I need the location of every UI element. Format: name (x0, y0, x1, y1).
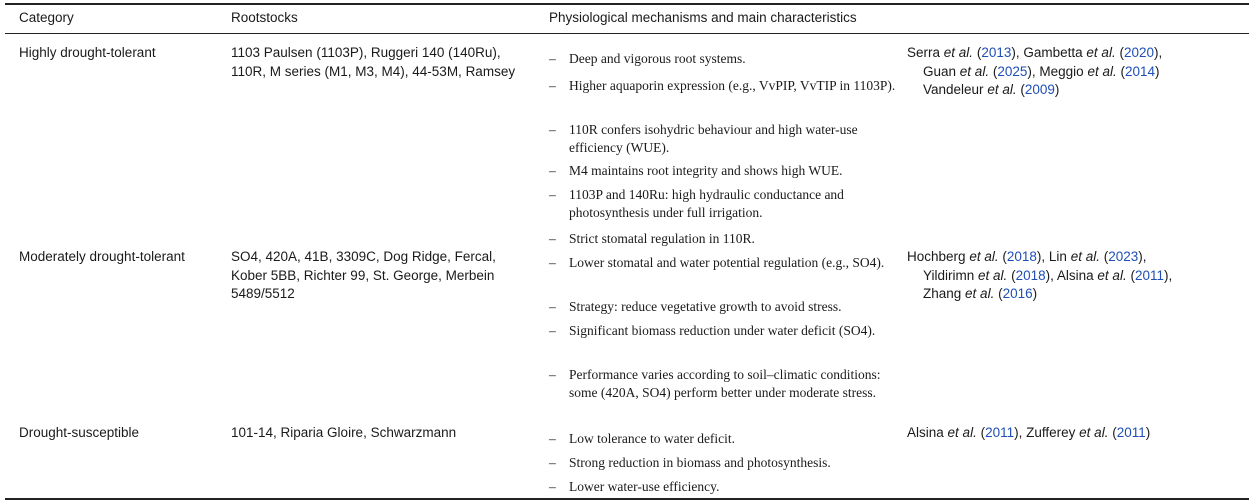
row-1-mechanism-6: – Strict stomatal regulation in 110R. (549, 231, 755, 246)
row-2-mechanism-4: – Performance varies according to soil–climatic conditions: some (420A, SO4) perform better under moderate stress. (549, 367, 881, 400)
bullet-dash: – (549, 479, 556, 494)
row-1-mechanism-4: – M4 maintains root integrity and shows high WUE. (549, 163, 843, 178)
table-bottom-rule (5, 498, 1249, 500)
row-2-references: Hochberg et al. (2018), Lin et al. (2023), Yildirimn et al. (2018), Alsina et al. (2011), Zhang et al. (2016) (907, 249, 1173, 301)
row-1-mechanism-1: – Deep and vigorous root systems. (549, 51, 746, 66)
ref-year-link[interactable]: 2011 (985, 425, 1015, 440)
row-3-mechanism-1: – Low tolerance to water deficit. (549, 431, 736, 446)
ref-etal: et al. (1087, 63, 1117, 79)
row-1-mechanism-3: – 110R confers isohydric behaviour and high water-use efficiency (WUE). (549, 122, 858, 155)
row-3-mechanism-3: – Lower water-use efficiency. (549, 479, 720, 494)
rootstock-drought-table (5, 0, 1249, 503)
row-3-mechanism-2: – Strong reduction in biomass and photosynthesis. (549, 455, 831, 470)
ref-author: Meggio (1039, 63, 1084, 79)
table-top-rule (5, 3, 1249, 5)
ref-etal: et al. (965, 286, 995, 301)
bullet-dash: – (549, 255, 556, 270)
row-2-mechanism-3: – Significant biomass reduction under water deficit (SO4). (549, 323, 876, 338)
row-3-rootstocks: 101-14, Riparia Gloire, Schwarzmann (231, 425, 457, 440)
bullet-dash: – (549, 299, 556, 314)
bullet-dash: – (549, 78, 556, 93)
ref-author: Zhang (923, 286, 962, 301)
ref-year-link[interactable]: 2011 (1116, 425, 1146, 440)
ref-year-link[interactable]: 2011 (1134, 267, 1164, 283)
row-1-references: Serra et al. (2013), Gambetta et al. (2020), Guan et al. (2025), Meggio et al. (2014) Vandeleur et al. (2009) (907, 45, 1163, 97)
ref-etal: et al. (947, 425, 977, 440)
ref-year-link[interactable]: 2018 (1006, 249, 1037, 264)
ref-year-link[interactable]: 2020 (1123, 45, 1154, 60)
bullet-dash: – (549, 163, 556, 178)
bullet-dash: – (549, 231, 556, 246)
ref-year-link[interactable]: 2016 (1002, 286, 1033, 301)
ref-author: Serra (907, 45, 941, 60)
ref-author: Yildirimn (923, 267, 975, 283)
row-2-rootstocks: SO4, 420A, 41B, 3309C, Dog Ridge, Fercal, Kober 5BB, Richter 99, St. George, Merbein 5489/5512 (231, 249, 496, 301)
row-1-category: Highly drought-tolerant (19, 45, 156, 60)
bullet-dash: – (549, 431, 556, 446)
ref-etal: et al. (1070, 249, 1100, 264)
row-3-references: Alsina et al. (2011), Zufferey et al. (2011) (907, 425, 1151, 440)
row-3-category: Drought-susceptible (19, 425, 140, 440)
ref-author: Hochberg (907, 249, 966, 264)
ref-year-link[interactable]: 2014 (1124, 63, 1156, 79)
ref-etal: et al. (969, 249, 999, 264)
ref-etal: et al. (987, 82, 1017, 97)
bullet-dash: – (549, 187, 556, 202)
ref-year-link[interactable]: 2023 (1108, 249, 1139, 264)
header-mechanisms: Physiological mechanisms and main characteristics (549, 10, 857, 25)
ref-year-link[interactable]: 2025 (997, 63, 1028, 79)
ref-etal: et al. (959, 63, 990, 79)
row-2-mechanism-2: – Strategy: reduce vegetative growth to avoid stress. (549, 299, 842, 314)
ref-etal: et al. (978, 267, 1008, 283)
ref-author: Guan (923, 63, 957, 79)
header-category: Category (19, 10, 74, 25)
header-rule (5, 33, 1249, 34)
row-1-mechanism-2: – Higher aquaporin expression (e.g., VvPIP, VvTIP in 1103P). (549, 78, 896, 93)
ref-year-link[interactable]: 2009 (1024, 82, 1055, 97)
bullet-dash: – (549, 51, 556, 66)
ref-author: Lin (1048, 249, 1067, 264)
ref-author: Gambetta (1023, 45, 1083, 60)
ref-etal: et al. (1079, 425, 1109, 440)
header-rootstocks: Rootstocks (231, 10, 298, 25)
row-1-rootstocks: 1103 Paulsen (1103P), Ruggeri 140 (140Ru), 110R, M series (M1, M3, M4), 44-53M, Ramsey (231, 45, 516, 79)
ref-year-link[interactable]: 2018 (1015, 267, 1046, 283)
ref-year-link[interactable]: 2013 (981, 45, 1012, 60)
ref-etal: et al. (1086, 45, 1116, 60)
row-2-mechanism-1: – Lower stomatal and water potential regulation (e.g., SO4). (549, 255, 885, 270)
bullet-dash: – (549, 455, 556, 470)
bullet-dash: – (549, 323, 556, 338)
bullet-dash: – (549, 122, 556, 137)
ref-author: Alsina (1056, 267, 1094, 283)
row-1-mechanism-5: – 1103P and 140Ru: high hydraulic conductance and photosynthesis under full irrigation. (549, 187, 844, 220)
ref-etal: et al. (943, 45, 974, 60)
ref-author: Zufferey (1026, 425, 1076, 440)
ref-etal: et al. (1097, 267, 1127, 283)
ref-author: Alsina (907, 425, 944, 440)
row-2-category: Moderately drought-tolerant (19, 249, 185, 264)
bullet-dash: – (549, 367, 556, 382)
ref-author: Vandeleur (923, 82, 984, 97)
